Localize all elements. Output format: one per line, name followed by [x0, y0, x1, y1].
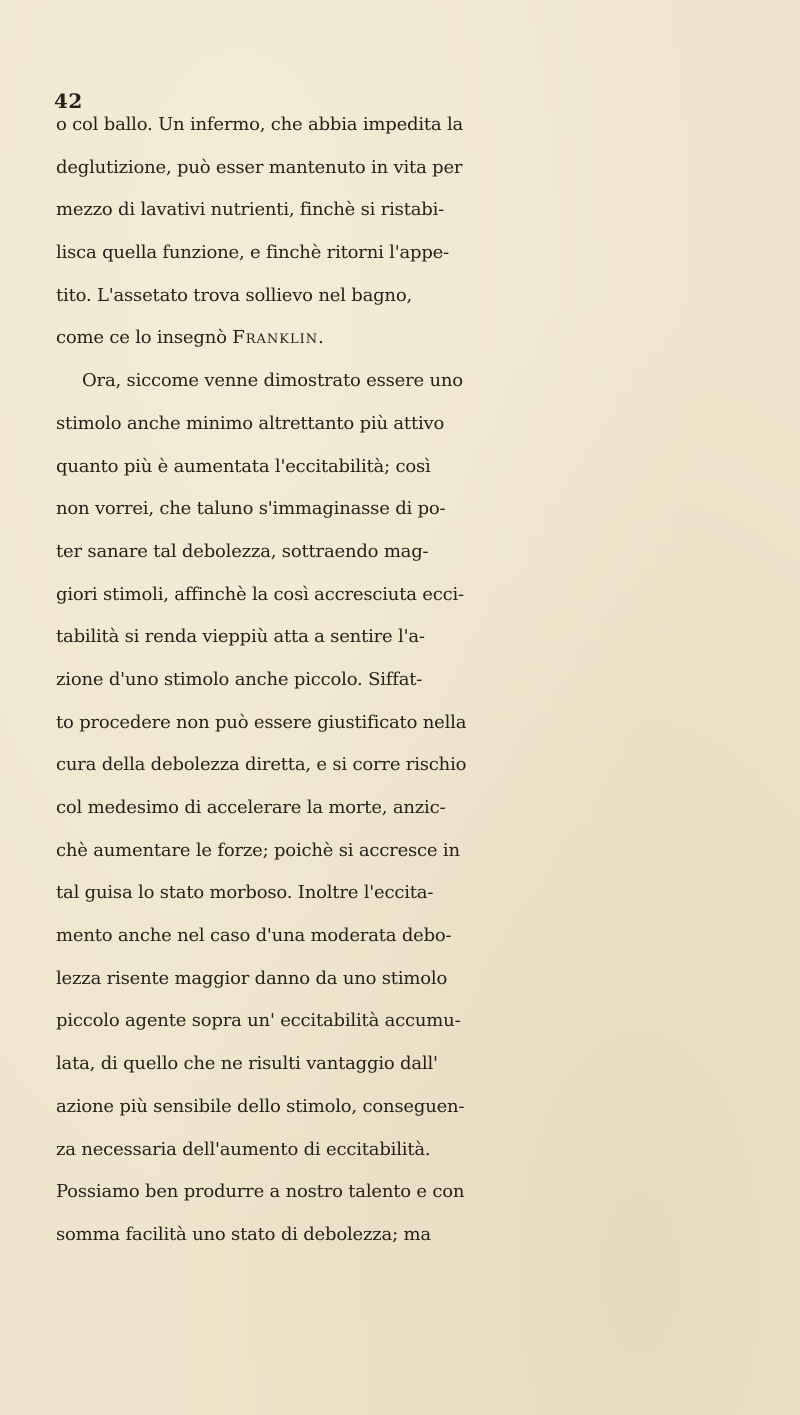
text-line-content: tabilità si renda vieppiù atta a sentire l'a- — [56, 626, 425, 648]
text-line-content: chè aumentare le forze; poichè si accresce in — [56, 839, 460, 861]
text-line-content: lisca quella funzione, e finchè ritorni l'appe- — [56, 242, 449, 264]
text-line — [56, 1000, 800, 1043]
text-line — [56, 147, 800, 190]
text-line-content: col medesimo di accelerare la morte, anzic- — [56, 797, 446, 818]
text-line-content: mento anche nel caso d'una moderata debo- — [56, 925, 452, 947]
text-line-content: lezza risente maggior danno da uno stimolo — [56, 967, 448, 989]
text-line-content: Ora, siccome venne dimostrato essere uno — [82, 370, 463, 392]
text-line — [56, 1043, 800, 1086]
text-line-content: somma facilità uno stato di debolezza; ma — [56, 1223, 431, 1245]
text-line — [56, 360, 800, 403]
text-line-content: za necessaria dell'aumento di eccitabilità. — [56, 1138, 431, 1160]
text-line — [56, 574, 800, 617]
text-line — [56, 830, 800, 873]
text-line — [56, 915, 800, 958]
text-line — [56, 317, 800, 360]
text-line-content: ter sanare tal debolezza, sottraendo mag- — [56, 540, 429, 562]
text-line — [56, 787, 800, 830]
text-line — [56, 232, 800, 275]
text-line-content: deglutizione, può esser mantenuto in vita per — [56, 156, 463, 178]
text-line — [56, 659, 800, 702]
text-line-content: o col ballo. Un infermo, che abbia impedita la — [56, 114, 464, 135]
text-line-content: azione più sensibile dello stimolo, conseguen- — [56, 1095, 465, 1117]
text-line-tail: . — [318, 327, 324, 349]
text-line-content: cura della debolezza diretta, e si corre rischio — [56, 754, 467, 776]
text-line-content: to procedere non può essere giustificato nella — [56, 711, 467, 733]
text-line-content: giori stimoli, affinchè la così accresciuta ecci- — [56, 583, 464, 605]
text-line — [56, 488, 800, 531]
text-line — [56, 958, 800, 1001]
text-line-content: come ce lo insegnò — [56, 327, 233, 349]
text-line — [56, 616, 800, 659]
text-line — [56, 1171, 800, 1214]
text-line — [56, 744, 800, 787]
author-name: Franklin — [232, 327, 319, 349]
text-line-content: piccolo agente sopra un' eccitabilità accumu- — [56, 1010, 461, 1032]
text-line-content: non vorrei, che taluno s'immaginasse di po- — [56, 498, 446, 520]
text-line-content: stimolo anche minimo altrettanto più attivo — [56, 412, 445, 434]
text-line — [56, 872, 800, 915]
text-line-content: tito. L'assetato trova sollievo nel bagno, — [56, 284, 412, 306]
body-text — [56, 104, 800, 1257]
text-line — [56, 531, 800, 574]
text-line — [56, 403, 800, 446]
text-line-content: mezzo di lavativi nutrienti, finchè si ristabi- — [56, 199, 445, 221]
text-line-content: tal guisa lo stato morboso. Inoltre l'eccita- — [56, 882, 434, 904]
text-line — [56, 446, 800, 489]
text-line-content: zione d'uno stimolo anche piccolo. Siffat- — [56, 668, 423, 690]
text-line-content: lata, di quello che ne risulti vantaggio dall' — [56, 1053, 438, 1075]
text-line-content: Possiamo ben produrre a nostro talento e con — [56, 1181, 465, 1203]
text-line — [56, 1129, 800, 1172]
text-line — [56, 189, 800, 232]
text-line — [56, 702, 800, 745]
text-line — [56, 1086, 800, 1129]
text-line-content: quanto più è aumentata l'eccitabilità; così — [56, 455, 431, 477]
text-line — [56, 104, 800, 147]
text-line — [56, 1214, 800, 1257]
page-number: 42 — [54, 89, 83, 113]
text-line — [56, 275, 800, 318]
